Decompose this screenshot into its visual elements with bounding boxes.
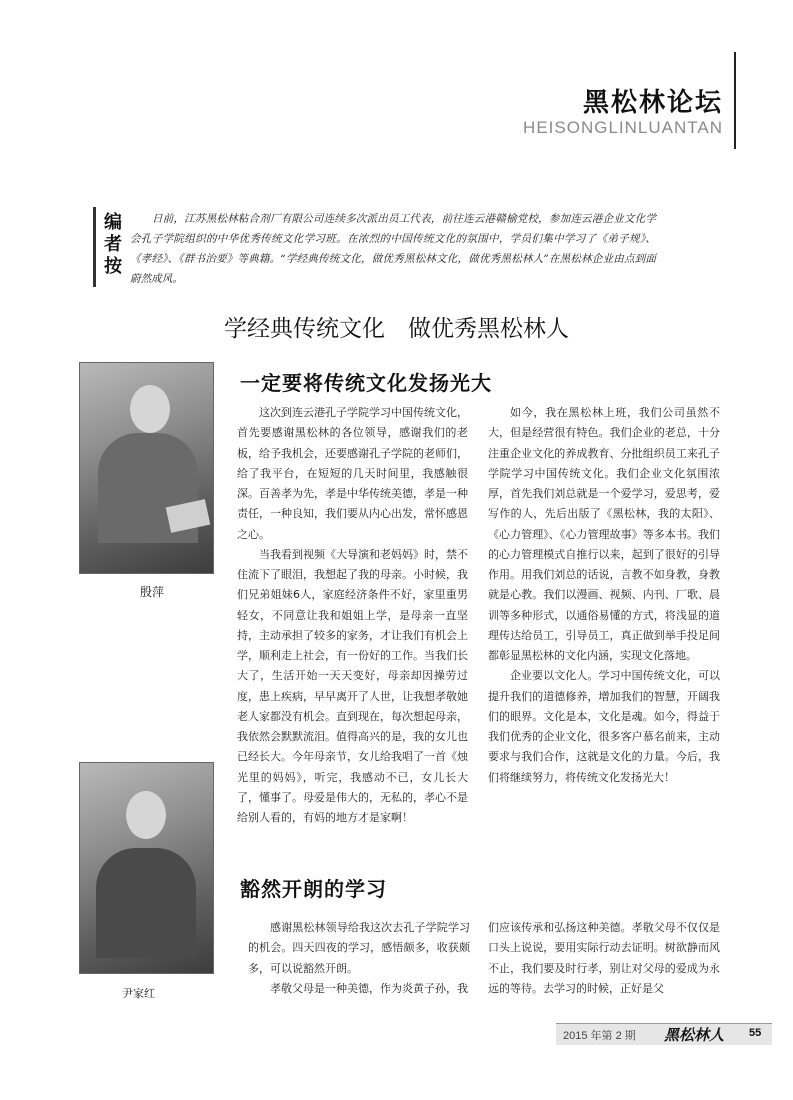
photo-face xyxy=(130,385,170,433)
editor-note-label: 编者按 xyxy=(104,212,122,277)
paragraph: 企业要以文化人。学习中国传统文化，可以提升我们的道德修养，增加我们的智慧，开阔我们的眼界。文化是本，文化是魂。如今，得益于我们优秀的企业文化，很多客户慕名前来，主动要求与我们合作，这就是文化的力量。今后，我们将继续努力，将传统文化发扬光大！ xyxy=(488,669,720,784)
text-column xyxy=(488,403,720,788)
text-column xyxy=(248,918,470,999)
author-caption: 尹家红 xyxy=(122,987,155,1000)
photo-figure xyxy=(96,848,196,958)
paragraph: 如今，我在黑松林上班，我们公司虽然不大，但是经营很有特色。我们企业的老总，十分注重企业文化的养成教育、分批组织员工来孔子学院学习中国传统文化。我们企业文化氛围浓厚，首先我们刘总就是一个爱学习，爱思考，爱写作的人，先后出版了《黑松林，我的太阳》、《心力管理》、《心力管理故事》等多本书。我们的心力管理模式自推行以来，起到了很好的引导作用。用我们刘总的话说，言教不如身教，身教就是心教。我们以漫画、视频、内刊、厂歌、晨训等多种形式，以通俗易懂的方式，将浅显的道理传达给员工，引导员工，真正做到举手投足间都彰显黑松林的文化内涵，实现文化落地。 xyxy=(488,406,720,662)
author-photo-yin-jiahong xyxy=(79,762,214,974)
text-column xyxy=(237,403,468,828)
paragraph: 感谢黑松林领导给我这次去孔子学院学习的机会。四天四夜的学习，感悟颇多，收获颇多，可以说豁然开朗。 xyxy=(248,921,470,975)
author-caption: 殷萍 xyxy=(140,585,165,599)
header-divider xyxy=(734,52,736,149)
editor-note-bar xyxy=(93,207,96,287)
section-heading: 一定要将传统文化发扬光大 xyxy=(240,371,492,395)
paragraph: 们应该传承和弘扬这种美德。孝敬父母不仅仅是口头上说说，要用实际行动去证明。树欲静而风不止，我们要及时行孝，别让对父母的爱成为永远的等待。去学习的时候，正好是父 xyxy=(488,921,720,995)
paragraph: 这次到连云港孔子学院学习中国传统文化，首先要感谢黑松林的各位领导，感谢我们的老板，给予我机会，还要感谢孔子学院的老师们，给了我平台，在短短的几天时间里，我感触很深。百善孝为先，孝是中华传统美德，孝是一种责任，一种良知，我们要从内心出发，常怀感恩之心。 xyxy=(237,406,468,541)
section-title: 黑松林论坛 xyxy=(582,88,723,118)
editor-note-text: 日前，江苏黑松林粘合剂厂有限公司连续多次派出员工代表，前往连云港赣榆党校，参加连云港企业文化学会孔子学院组织的中华优秀传统文化学习班。在浓烈的中国传统文化的氛围中，学员们集中学习了《弟子规》、《孝经》、《群书治要》等典籍。“学经典传统文化，做优秀黑松林文化，做优秀黑松林人”在黑松林企业由点到面蔚然成风。 xyxy=(130,213,656,285)
page-number: 55 xyxy=(749,1027,762,1039)
text-column xyxy=(488,918,720,999)
magazine-logo: 黑松林人 xyxy=(664,1026,725,1044)
section-title-pinyin: HEISONGLINLUANTAN xyxy=(523,118,723,137)
author-photo-yin-ping xyxy=(79,362,214,574)
paragraph: 当我看到视频《大导演和老妈妈》时，禁不住流下了眼泪，我想起了我的母亲。小时候，我们兄弟姐妹6人，家庭经济条件不好，家里重男轻女，不同意让我和姐姐上学，是母亲一直坚持，主动承担了较多的家务，才让我们有机会上学，顺利走上社会，有一份好的工作。当我们长大了，生活开始一天天变好，母亲却因操劳过度，患上疾病，早早离开了人世，让我想孝敬她老人家都没有机会。直到现在，每次想起母亲，我依然会默默流泪。值得高兴的是，我的女儿也已经长大。今年母亲节，女儿给我唱了一首《烛光里的妈妈》，听完，我感动不已，女儿长大了，懂事了。母爱是伟大的，无私的，孝心不是给别人看的，有妈的地方才是家啊！ xyxy=(237,547,468,824)
paragraph: 孝敬父母是一种美德，作为炎黄子孙，我 xyxy=(270,981,468,995)
photo-face xyxy=(126,791,166,839)
article-title: 学经典传统文化 做优秀黑松林人 xyxy=(224,316,569,342)
footer-issue: 2015 年第 2 期 xyxy=(563,1030,636,1042)
section-heading: 豁然开朗的学习 xyxy=(240,877,387,901)
